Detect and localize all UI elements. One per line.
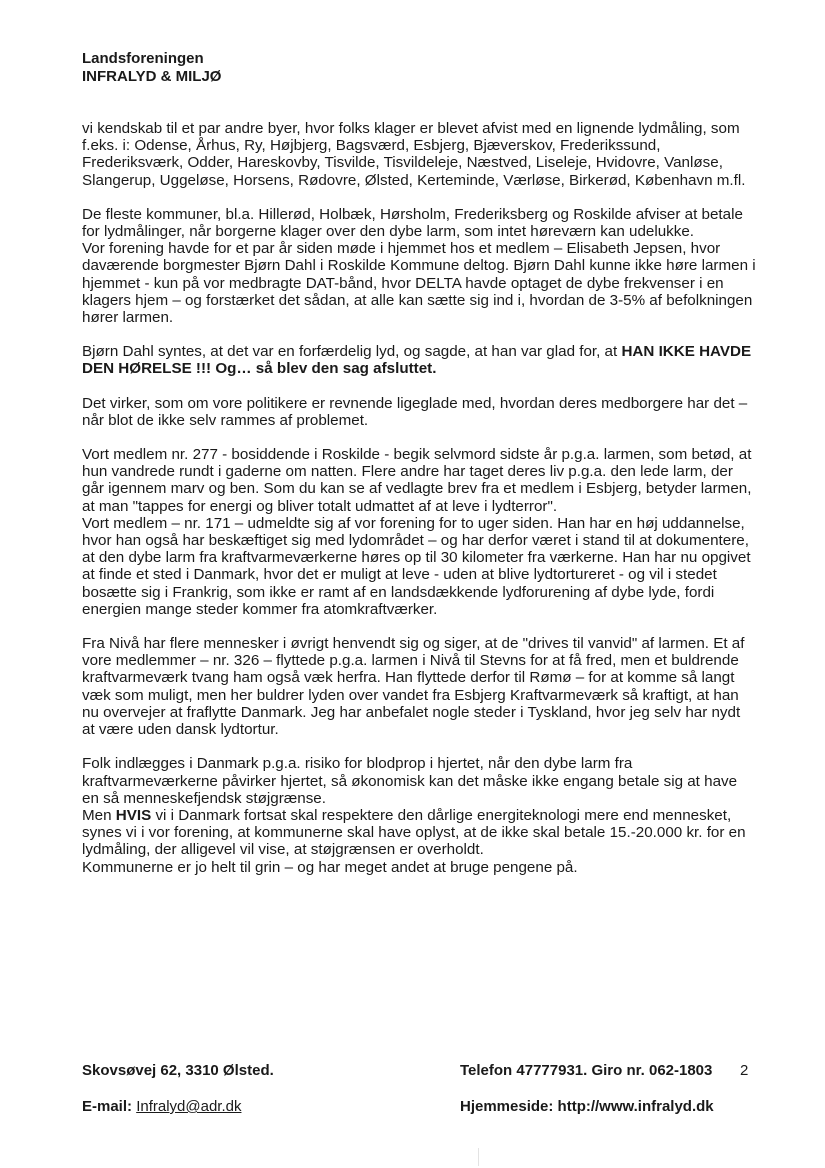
email-label: E-mail: xyxy=(82,1098,137,1115)
footer-contact xyxy=(82,1062,312,1080)
scan-artifact xyxy=(478,1148,479,1166)
paragraph-member-171: Vort medlem – nr. 171 – udmeldte sig af vor forening for to uger siden. Han har en høj uddannelse, hvor han også har beskæftiget sig med lydområdet – og har derfor været i stand til at dokumentere, at den dybe larm fra kraftvarmeværkerne høres op til 30 kilometer fra værkerne. Han har nu opgivet at finde et sted i Danmark, hvor det er muligt at leve - uden at blive lydtortureret - og vil i stedet bosætte sig i Frankrig, som ikke er ramt af en landsdækkende lydforurening af dybe lyde, fordi energien mange steder kommer fra atomkraftværker. xyxy=(82,514,751,618)
paragraph-energy xyxy=(82,807,757,859)
letter-body xyxy=(82,120,757,893)
paragraph-municipalities: De fleste kommuner, bl.a. Hillerød, Holbæk, Hørsholm, Frederiksberg og Roskilde afviser at betale for lydmålinger, når borgerne klager over den dybe larm, som intet høreværn kan udelukke. xyxy=(82,205,743,241)
org-name: Landsforeningen xyxy=(82,50,204,67)
paragraph-closing: Kommunerne er jo helt til grin – og har meget andet at bruge pengene på. xyxy=(82,858,578,876)
page-number: 2 xyxy=(740,1062,749,1079)
paragraph-politicians: Det virker, som om vore politikere er revnende ligeglade med, hvordan deres medborgere har det – når blot de ikke selv rammes af problemet. xyxy=(82,394,748,429)
paragraph-mayor-reaction xyxy=(82,343,757,377)
energy-emphasis: HVIS xyxy=(115,806,152,824)
paragraph-niva: Fra Nivå har flere mennesker i øvrigt henvendt sig og siger, at de "drives til vanvid" af larmen. Et af vore medlemmer – nr. 326 – flyttede p.g.a. larmen i Nivå til Stevns for at få fred, men et buldrende kraftvarmeværk tvang ham også væk herfra. Han flyttede derfor til Rømø – for at komme så langt væk som muligt, men her buldrer lyden over vandet fra Esbjerg Kraftvarmeværk så kraftigt, at han nu overvejer at fraflytte Danmark. Jeg har anbefalet nogle steder i Tyskland, hvor jeg selv har nydt at være uden dansk lydtortur. xyxy=(82,635,745,739)
paragraph-meeting: Vor forening havde for et par år siden møde i hjemmet hos et medlem – Elisabeth Jepsen, hvor daværende borgmester Bjørn Dahl i Roskilde Kommune deltog. Bjørn Dahl kunne ikke høre larmen i hjemmet - kun på vor medbragte DAT-bånd, hvor DELTA havde optaget de dybe frekvenser i en klagers hjem – og forstærket det sådan, at alle kan sætte sig ind i, hvordan de 3-5% af befolkningen hører larmen. xyxy=(82,240,756,327)
footer-phone-giro: Telefon 47777931. Giro nr. 062-1803 xyxy=(460,1062,713,1079)
email-link[interactable]: Infralyd@adr.dk xyxy=(136,1098,242,1115)
energy-text-pre: Men xyxy=(82,806,116,824)
org-subtitle: INFRALYD & MILJØ xyxy=(82,68,222,85)
footer-email xyxy=(82,1098,241,1116)
paragraph-city-list: vi kendskab til et par andre byer, hvor folks klager er blevet afvist med en lignende lydmåling, som f.eks. i: Odense, Århus, Ry, Højbjerg, Bagsværd, Esbjerg, Bjæverskov, Frederikssund, Frederiksværk, Odder, Hareskovby, Tisvilde, Tisvildeleje, Næstved, Liseleje, Hvidovre, Vanløse, Slangerup, Uggeløse, Horsens, Rødovre, Ølsted, Kerteminde, Værløse, Birkerød, København m.fl. xyxy=(82,120,746,189)
mayor-reaction-emphasis: HAN IKKE HAVDE DEN HØRELSE !!! Og… så blev den sag afsluttet. xyxy=(82,343,752,378)
footer-address: Skovsøvej 62, 3310 Ølsted. xyxy=(82,1062,274,1079)
paragraph-member-277: Vort medlem nr. 277 - bosiddende i Roskilde - begik selvmord sidste år p.g.a. larmen, som betød, at hun vandrede rundt i gaderne om natten. Flere andre har taget deres liv p.g.a. den lede larm, der går igennem marv og ben. Som du kan se af vedlagte brev fra et medlem i Esbjerg, betyder larmen, at man "tappes for energi og bliver totalt udmattet af at leve i lydterror". xyxy=(82,446,752,515)
organization-header xyxy=(82,50,221,86)
energy-text-post: vi i Danmark fortsat skal respektere den dårlige energiteknologi mere end mennesket, synes vi i vor forening, at kommunerne skal have oplyst, at de ikke skal betale 15.-20.000 kr. for en lydmåling, der alligevel vil vise, at støjgrænsen er overholdt. xyxy=(82,806,746,859)
paragraph-hospital: Folk indlægges i Danmark p.g.a. risiko for blodprop i hjertet, når den dybe larm fra kraftvarmeværkerne påvirker hjertet, så økonomisk kan det måske ikke engang betale sig at have en så menneskefjendsk støjgrænse. xyxy=(82,755,738,807)
footer-website[interactable]: Hjemmeside: http://www.infralyd.dk xyxy=(460,1098,714,1115)
mayor-reaction-text: Bjørn Dahl syntes, at det var en forfærdelig lyd, og sagde, at han var glad for, at xyxy=(82,343,622,361)
